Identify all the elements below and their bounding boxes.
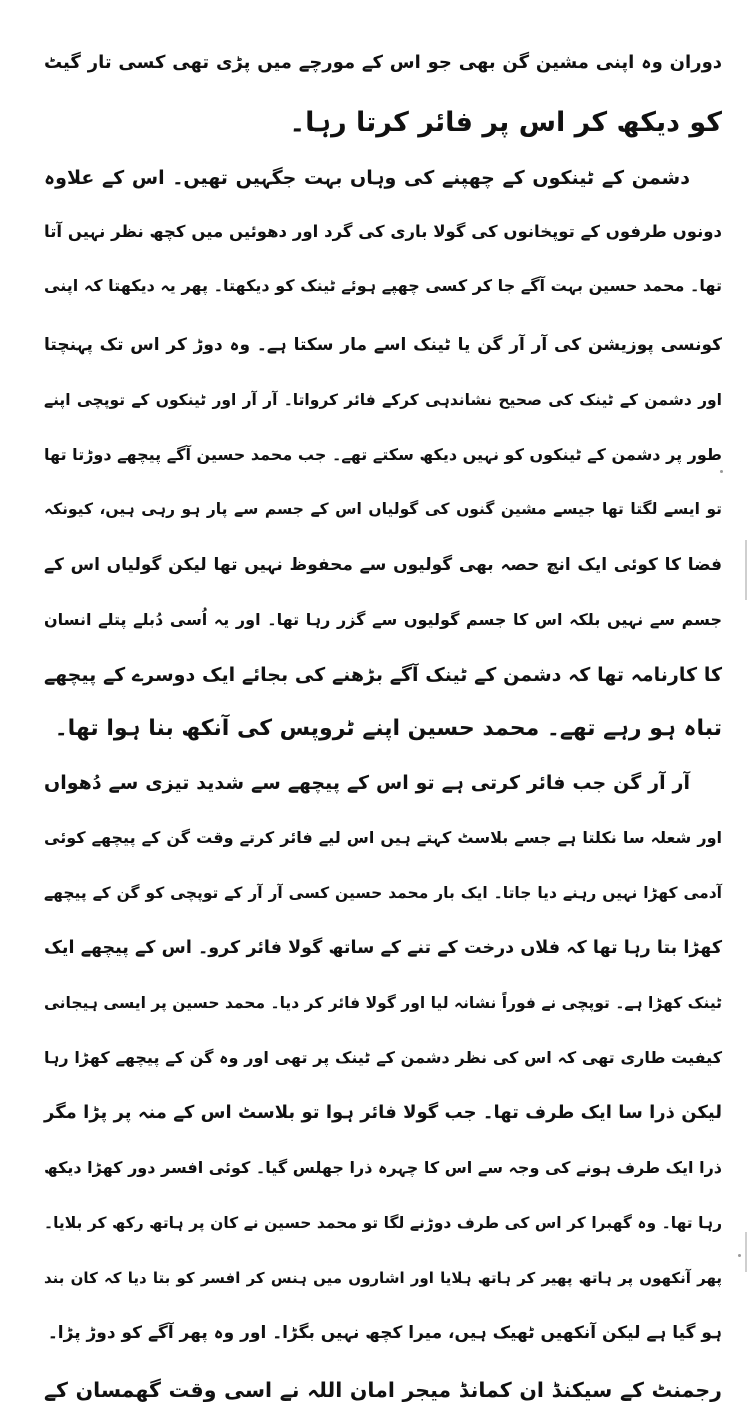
text-line: رہا تھا۔ وہ گھبرا کر اس کی طرف دوڑنے لگا تو محمد حسین نے کان پر ہاتھ رکھ کر بلایا۔ [44, 1214, 722, 1232]
scan-speck [738, 1254, 741, 1257]
text-line: ذرا ایک طرف ہونے کی وجہ سے اس کا چہرہ ذرا جھلس گیا۔ کوئی افسر دور کھڑا دیکھ [44, 1158, 722, 1177]
text-line: ٹینک کھڑا ہے۔ توپچی نے فوراً نشانہ لیا اور گولا فائر کر دیا۔ محمد حسین پر ایسی ہیجانی [44, 994, 722, 1012]
text-line: آدمی کھڑا نہیں رہنے دیا جاتا۔ ایک بار محمد حسین کسی آر آر کے توپچی کو گن کے پیچھے [44, 884, 722, 902]
text-line: فضا کا کوئی ایک انچ حصہ بھی گولیوں سے محفوظ نہیں تھا لیکن گولیاں اس کے [44, 555, 722, 575]
text-line: پھر آنکھوں پر ہاتھ پھیر کر ہاتھ ہلایا اور اشاروں میں ہنس کر افسر کو بتا دیا کہ کان بند [44, 1269, 722, 1287]
text-line: ہو گیا ہے لیکن آنکھیں ٹھیک ہیں، میرا کچھ نہیں بگڑا۔ اور وہ پھر آگے کو دوڑ پڑا۔ [47, 1323, 722, 1343]
scan-edge-mark [745, 1232, 747, 1272]
scan-speck [720, 470, 723, 473]
text-line: دونوں طرفوں کے توپخانوں کی گولا باری کی گرد اور دھوئیں میں کچھ نظر نہیں آتا [44, 222, 722, 241]
text-line: آر آر گن جب فائر کرتی ہے تو اس کے پیچھے سے شدید تیزی سے دُھواں [44, 772, 690, 794]
text-line: کا کارنامہ تھا کہ دشمن کے ٹینک آگے بڑھنے کی بجائے ایک دوسرے کے پیچھے [44, 664, 722, 686]
text-line: کو دیکھ کر اس پر فائر کرتا رہا۔ [289, 107, 722, 138]
text-line: دشمن کے ٹینکوں کے چھپنے کی وہاں بہت جگہیں تھیں۔ اس کے علاوہ [44, 167, 690, 189]
text-line: تباہ ہو رہے تھے۔ محمد حسین اپنے ٹروپس کی آنکھ بنا ہوا تھا۔ [54, 716, 722, 741]
text-line: لیکن ذرا سا ایک طرف تھا۔ جب گولا فائر ہوا تو بلاسٹ اس کے منہ پر پڑا مگر [44, 1102, 722, 1123]
text-line: کونسی پوزیشن کی آر آر گن یا ٹینک اسے مار سکتا ہے۔ وہ دوڑ کر اس تک پہنچتا [44, 335, 722, 355]
text-line: دوران وہ اپنی مشین گن بھی جو اس کے مورچے میں پڑی تھی کسی تار گیٹ [44, 52, 722, 73]
text-line: کھڑا بتا رہا تھا کہ فلاں درخت کے تنے کے ساتھ گولا فائر کرو۔ اس کے پیچھے ایک [44, 938, 722, 958]
text-line: کیفیت طاری تھی کہ اس کی نظر دشمن کے ٹینک پر تھی اور وہ گن کے پیچھے کھڑا رہا [44, 1048, 722, 1067]
text-line: تھا۔ محمد حسین بہت آگے جا کر کسی چھپے ہوئے ٹینک کو دیکھتا۔ پھر یہ دیکھتا کہ اپنی [44, 276, 722, 295]
text-line: اور شعلہ سا نکلتا ہے جسے بلاسٹ کہتے ہیں اس لیے فائر کرتے وقت گن کے پیچھے کوئی [44, 828, 722, 847]
text-line: جسم سے نہیں بلکہ اس کا جسم گولیوں سے گزر رہا تھا۔ اور یہ اُسی دُبلے پتلے انسان [44, 610, 722, 629]
text-line: اور دشمن کے ٹینک کی صحیح نشاندہی کرکے فائر کرواتا۔ آر آر اور ٹینکوں کے توپچی اپنے [44, 391, 722, 409]
text-line: تو ایسے لگتا تھا جیسے مشین گنوں کی گولیاں اس کے جسم سے پار ہو رہی ہیں، کیونکہ [44, 500, 722, 518]
text-line: طور پر دشمن کے ٹینکوں کو نہیں دیکھ سکتے تھے۔ جب محمد حسین آگے پیچھے دوڑتا تھا [44, 445, 722, 464]
text-line: رجمنٹ کے سیکنڈ ان کمانڈ میجر امان اللہ نے اسی وقت گھمسان کے [44, 1378, 722, 1402]
scan-edge-mark [745, 540, 747, 600]
